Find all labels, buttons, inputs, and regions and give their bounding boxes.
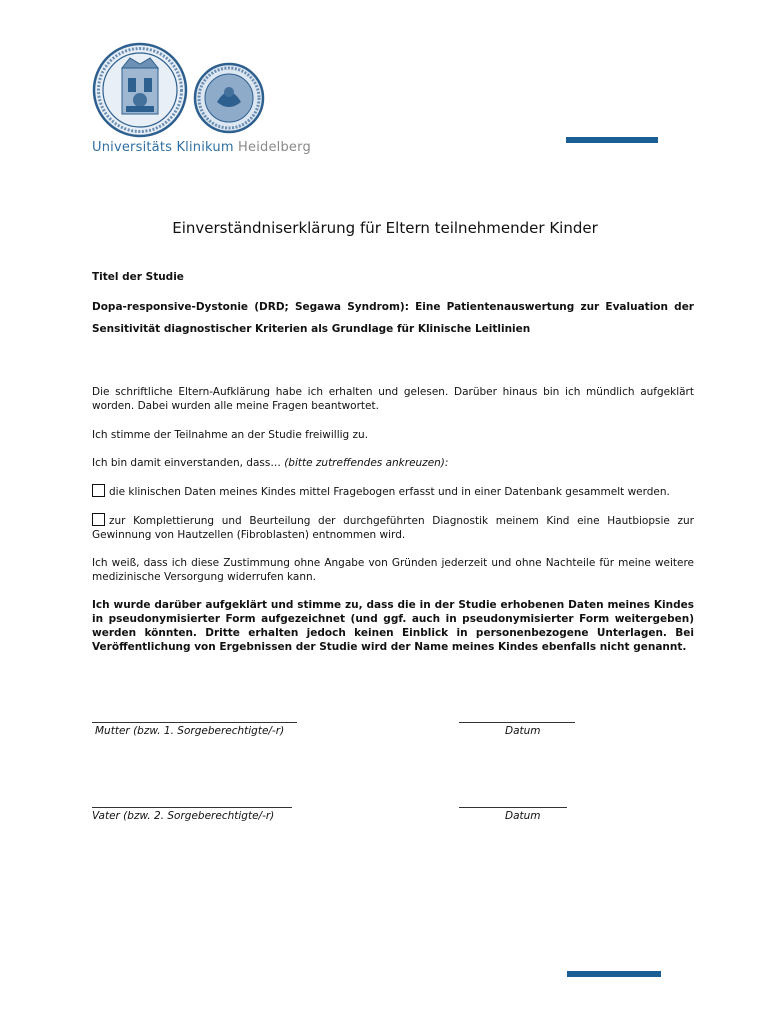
paragraph-2: Ich stimme der Teilnahme an der Studie freiwillig zu.	[92, 429, 369, 441]
study-title: Dopa-responsive-Dystonie (DRD; Segawa Syndrom): Eine Patientenauswertung zur Evaluation der Sensitivität diagnostischer Kriterien als Grundlage für Klinische Leitlinien	[92, 301, 694, 335]
option-2-label: zur Komplettierung und Beurteilung der durchgeführten Diagnostik meinem Kind eine Hautbiopsie zur Gewinnung von Hautzellen (Fibroblasten) entnommen wird.	[92, 515, 694, 541]
document-title: Einverständniserklärung für Eltern teilnehmender Kinder	[172, 219, 598, 237]
mother-label: Mutter (bzw. 1. Sorgeberechtigte/-r)	[95, 725, 285, 737]
mother-signature-line[interactable]	[92, 722, 297, 723]
paragraph-3-note: (bitte zutreffendes ankreuzen):	[284, 457, 449, 469]
paragraph-1: Die schriftliche Eltern-Aufklärung habe ich erhalten und gelesen. Darüber hinaus bin ich mündlich aufgeklärt worden. Dabei wurden alle meine Fragen beantwortet.	[92, 386, 694, 412]
study-heading: Titel der Studie	[92, 271, 184, 283]
brand-part1: Universitäts Klinikum	[92, 140, 234, 155]
clinic-seal-icon	[193, 62, 265, 134]
footer-rule	[567, 971, 661, 977]
option-1-label: die klinischen Daten meines Kindes mittel Fragebogen erfasst und in einer Datenbank gesammelt werden.	[109, 486, 670, 498]
paragraph-3	[92, 456, 694, 470]
option-1	[92, 484, 694, 499]
mother-date-label: Datum	[505, 725, 541, 737]
paragraph-3-prefix: Ich bin damit einverstanden, dass…	[92, 457, 281, 469]
father-date-line[interactable]	[459, 807, 567, 808]
brand-name	[92, 140, 311, 155]
mother-date-line[interactable]	[459, 722, 575, 723]
university-seal-icon	[92, 42, 188, 138]
paragraph-4: Ich weiß, dass ich diese Zustimmung ohne Angabe von Gründen jederzeit und ohne Nachteile für meine weitere medizinische Versorgung widerrufen kann.	[92, 557, 694, 583]
father-signature-line[interactable]	[92, 807, 292, 808]
option-2	[92, 513, 694, 542]
brand-part2: Heidelberg	[238, 140, 311, 155]
paragraph-5: Ich wurde darüber aufgeklärt und stimme zu, dass die in der Studie erhobenen Daten meines Kindes in pseudonymisierter Form aufgezeichnet (und ggf. auch in pseudonymisierter Form weitergeben) werden könnten. Dritte erhalten jedoch keinen Einblick in personenbezogene Unterlagen. Bei Veröffentlichung von Ergebnissen der Studie wird der Name meines Kindes ebenfalls nicht genannt.	[92, 599, 694, 653]
father-label: Vater (bzw. 2. Sorgeberechtigte/-r)	[92, 810, 275, 822]
header-rule	[566, 137, 658, 143]
option-2-checkbox[interactable]	[92, 513, 105, 526]
option-1-checkbox[interactable]	[92, 484, 105, 497]
father-date-label: Datum	[505, 810, 541, 822]
